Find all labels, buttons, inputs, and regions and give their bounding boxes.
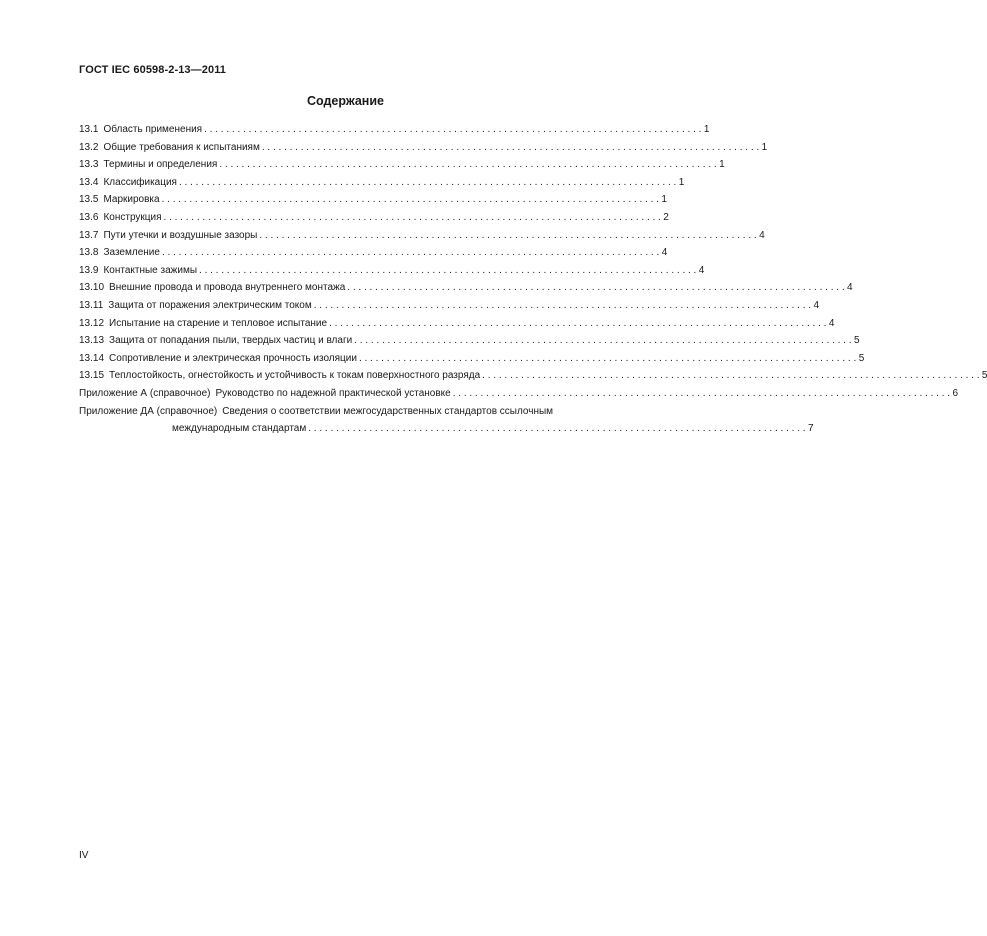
- toc-entry-13-1[interactable]: [79, 121, 710, 139]
- toc-leader-dots: [219, 156, 716, 174]
- toc-entry-number: 13.4: [79, 176, 99, 188]
- toc-entry-page: 5: [853, 335, 860, 347]
- toc-entry-page: 4: [759, 229, 765, 241]
- toc-annex-label: Приложение А (справочное): [79, 387, 211, 399]
- toc-entry-13-3[interactable]: [79, 156, 725, 174]
- toc-leader-dots: [259, 227, 756, 245]
- toc-annex-title-continued: международным стандартам: [172, 423, 307, 435]
- toc-entry-title: Теплостойкость, огнестойкость и устойчивость к токам поверхностного разряда: [109, 370, 481, 382]
- toc-leader-dots: [199, 262, 696, 280]
- toc-leader-dots: [162, 191, 659, 209]
- toc-entry-number: 13.7: [79, 229, 99, 241]
- toc-entry-number: 13.14: [79, 352, 105, 364]
- toc-entry-page: 1: [761, 141, 768, 153]
- page-number: IV: [79, 850, 89, 861]
- toc-entry-13-12[interactable]: [79, 315, 835, 333]
- toc-entry-13-7[interactable]: [79, 227, 765, 245]
- toc-entry-page: 4: [828, 317, 835, 329]
- toc-entry-13-6[interactable]: [79, 209, 669, 227]
- toc-entry-number: 13.13: [79, 335, 105, 347]
- toc-entry-title: Область применения: [103, 124, 203, 135]
- toc-entry-13-15[interactable]: [79, 367, 987, 385]
- toc-entry-number: 13.12: [79, 317, 105, 329]
- toc-entry-13-5[interactable]: [79, 191, 667, 209]
- toc-annex-title: Руководство по надежной практической установке: [215, 387, 451, 399]
- toc-leader-dots: [179, 174, 676, 192]
- toc-entry-title: Термины и определения: [103, 159, 218, 171]
- toc-entry-number: 13.15: [79, 370, 105, 382]
- toc-entry-title: Испытание на старение и тепловое испытание: [109, 317, 328, 329]
- toc-entry-number: 13.6: [79, 211, 99, 223]
- toc-entry-13-13[interactable]: [79, 332, 860, 350]
- toc-entry-number: 13.5: [79, 194, 99, 206]
- table-of-contents: [79, 121, 987, 438]
- toc-annex-a[interactable]: [79, 385, 959, 403]
- toc-entry-page: 2: [663, 211, 669, 223]
- toc-annex-label: Приложение ДА (справочное): [79, 405, 218, 417]
- toc-leader-dots: [482, 367, 979, 385]
- toc-entry-13-10[interactable]: [79, 279, 853, 297]
- toc-title: Содержание: [306, 94, 384, 108]
- toc-entry-number: 13.8: [79, 247, 99, 259]
- toc-leader-dots: [262, 139, 759, 157]
- toc-entry-13-11[interactable]: [79, 297, 820, 315]
- toc-entry-page: 5: [981, 370, 987, 382]
- toc-entry-page: 4: [847, 282, 853, 294]
- toc-entry-title: Заземление: [103, 247, 160, 259]
- toc-entry-number: 13.10: [79, 282, 105, 294]
- toc-annex-page: 6: [952, 387, 959, 399]
- toc-entry-page: 4: [661, 247, 668, 259]
- toc-entry-title: Маркировка: [103, 194, 160, 206]
- toc-entry-title: Контактные зажимы: [103, 264, 198, 276]
- toc-entry-title: Внешние провода и провода внутреннего монтажа: [109, 282, 346, 294]
- toc-entry-title: Сопротивление и электрическая прочность изоляции: [109, 352, 357, 364]
- toc-entry-page: 1: [661, 194, 667, 206]
- toc-entry-13-2[interactable]: [79, 139, 768, 157]
- toc-annex-da[interactable]: [79, 403, 814, 438]
- toc-leader-dots: [347, 279, 844, 297]
- toc-entry-number: 13.9: [79, 264, 99, 276]
- toc-leader-dots: [308, 420, 805, 438]
- toc-leader-dots: [162, 244, 659, 262]
- toc-entry-page: 4: [813, 299, 820, 311]
- toc-entry-number: 13.1: [79, 124, 99, 135]
- toc-leader-dots: [164, 209, 661, 227]
- toc-entry-title: Конструкция: [103, 211, 162, 223]
- toc-leader-dots: [314, 297, 811, 315]
- toc-leader-dots: [204, 121, 701, 139]
- toc-entry-13-8[interactable]: [79, 244, 668, 262]
- toc-entry-13-9[interactable]: [79, 262, 705, 280]
- toc-entry-page: 1: [703, 124, 710, 135]
- toc-entry-page: 1: [678, 176, 685, 188]
- toc-entry-title: Общие требования к испытаниям: [103, 141, 260, 153]
- toc-entry-13-4[interactable]: [79, 174, 685, 192]
- document-header: ГОСТ IEC 60598-2-13—2011: [79, 64, 227, 76]
- toc-entry-number: 13.3: [79, 159, 99, 171]
- toc-entry-title: Классификация: [103, 176, 177, 188]
- toc-leader-dots: [329, 315, 826, 333]
- toc-leader-dots: [359, 350, 856, 368]
- toc-leader-dots: [453, 385, 950, 403]
- toc-annex-page: 7: [808, 423, 814, 435]
- toc-entry-number: 13.2: [79, 141, 99, 153]
- toc-entry-13-14[interactable]: [79, 350, 865, 368]
- toc-entry-page: 1: [719, 159, 725, 171]
- toc-entry-page: 4: [698, 264, 705, 276]
- toc-entry-page: 5: [858, 352, 865, 364]
- toc-entry-title: Защита от поражения электрическим током: [108, 299, 312, 311]
- toc-annex-title: Сведения о соответствии межгосударственных стандартов ссылочным: [222, 405, 554, 417]
- toc-entry-title: Защита от попадания пыли, твердых частиц и влаги: [109, 335, 353, 347]
- toc-entry-number: 13.11: [79, 299, 104, 311]
- toc-entry-title: Пути утечки и воздушные зазоры: [103, 229, 258, 241]
- toc-leader-dots: [354, 332, 851, 350]
